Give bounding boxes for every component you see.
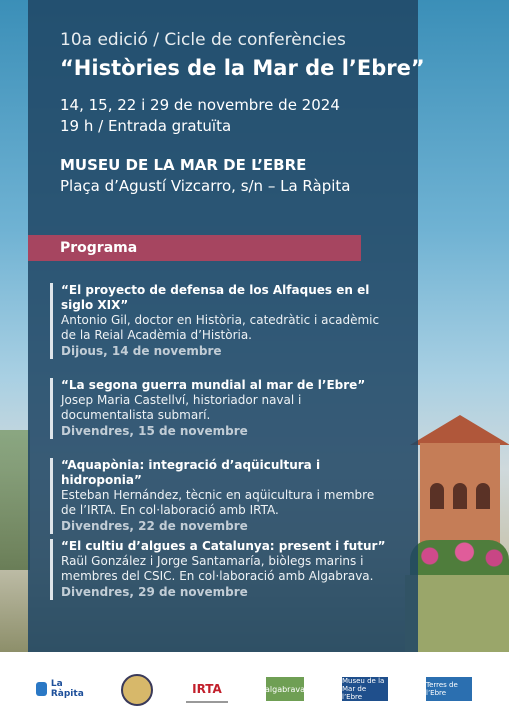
talk-item <box>50 458 391 534</box>
la-rapita-logo <box>36 677 88 701</box>
coat-of-arms-logo <box>121 674 153 706</box>
talk-date: Divendres, 29 de novembre <box>61 585 248 599</box>
event-time: 19 h / Entrada gratuïta <box>60 117 232 135</box>
talk-title: “El cultiu d’algues a Catalunya: present i futur” <box>61 539 386 553</box>
building-arch <box>476 483 490 509</box>
talk-date: Divendres, 15 de novembre <box>61 424 248 438</box>
algabrava-logo: algabrava <box>266 677 304 701</box>
cycle-title: “Històries de la Mar de l’Ebre” <box>60 56 425 80</box>
talk-speaker: Antonio Gil, doctor en Història, catedràtic i acadèmic de la Reial Acadèmia d’Història. <box>61 313 380 342</box>
talk-speaker: Esteban Hernández, tècnic en aqüicultura i membre de l’IRTA. En col·laboració amb IRTA. <box>61 488 375 517</box>
talk-title: “La segona guerra mundial al mar de l’Ebre” <box>61 378 366 392</box>
building-arch <box>430 483 444 509</box>
talk-title: “Aquapònia: integració d’aqüicultura i hidroponia” <box>61 458 321 487</box>
program-label: Programa <box>60 240 138 256</box>
talk-item <box>50 378 391 439</box>
talk-title: “El proyecto de defensa de los Alfaques en el siglo XIX” <box>61 283 370 312</box>
edition-line: 10a edició / Cicle de conferències <box>60 30 346 50</box>
talk-speaker: Raül González i Jorge Santamaría, biòlegs marins i membres del CSIC. En col·laboració amb Algabrava. <box>61 554 374 583</box>
talk-item <box>50 283 391 359</box>
rapita-logo-text: La Ràpita <box>50 679 84 699</box>
rapita-mark-icon <box>36 682 47 696</box>
event-dates: 14, 15, 22 i 29 de novembre de 2024 <box>60 96 340 114</box>
venue-address: Plaça d’Agustí Vizcarro, s/n – La Ràpita <box>60 177 351 195</box>
irta-logo: IRTA <box>186 677 228 703</box>
venue-name: MUSEU DE LA MAR DE L’EBRE <box>60 156 307 174</box>
talk-speaker: Josep Maria Castellví, historiador naval i documentalista submarí. <box>61 393 302 422</box>
lawn <box>405 575 509 652</box>
building-arch <box>453 483 467 509</box>
talk-item <box>50 539 391 600</box>
talk-date: Divendres, 22 de novembre <box>61 519 248 533</box>
museu-mar-ebre-logo: Museu de la Mar de l’Ebre <box>342 677 388 701</box>
building-roof <box>410 415 509 445</box>
flower-bushes <box>410 540 509 580</box>
background-trees <box>0 430 30 570</box>
talk-date: Dijous, 14 de novembre <box>61 344 222 358</box>
terres-ebre-logo: Terres de l’Ebre <box>426 677 472 701</box>
